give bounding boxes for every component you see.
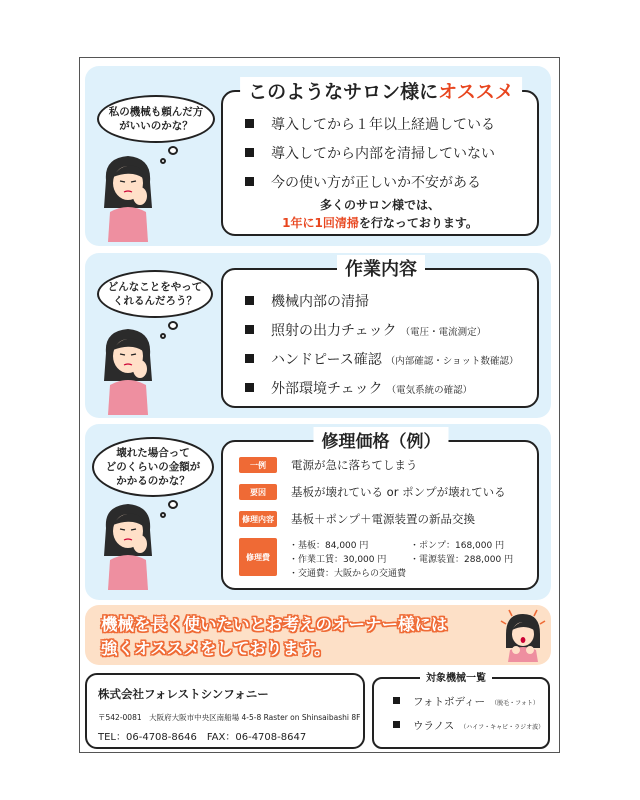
target-machines-title: 対象機械一覧 xyxy=(420,669,492,684)
list-item xyxy=(245,143,495,163)
list-item-note: （内部確認・ショット数確認） xyxy=(385,356,519,367)
recommend-note-rest: を行なっております。 xyxy=(358,216,478,230)
list-item xyxy=(245,291,373,311)
list-item xyxy=(245,114,495,134)
repair-cost-tag: 修理費 xyxy=(239,538,277,576)
thought-dot xyxy=(160,333,166,339)
list-item-text: 導入してから内部を清掃していない xyxy=(271,146,495,162)
price-title: 修理価格（例） xyxy=(314,427,449,452)
excited-woman-illustration xyxy=(500,608,546,662)
target-machines-box xyxy=(372,677,550,749)
thought-bubble-1: 私の機械も頼んだ方 がいいのかな？ xyxy=(97,95,215,143)
cta-banner xyxy=(85,605,551,665)
worried-woman-illustration xyxy=(100,323,156,415)
worried-woman-illustration xyxy=(100,150,156,242)
thought-dot xyxy=(160,512,166,518)
cost-item: ・ポンプ：168,000 円 xyxy=(410,541,505,551)
work-title: 作業内容 xyxy=(337,255,425,281)
cta-banner-text xyxy=(101,613,448,661)
list-item xyxy=(245,378,472,398)
cta-line1: 機械を長く使いたいとお考えのオーナー様には xyxy=(101,615,448,634)
recommend-note-line2 xyxy=(221,214,539,232)
list-item-text: 照射の出力チェック xyxy=(271,323,397,339)
bullet-square-icon xyxy=(245,119,254,128)
company-address: 〒542-0081 大阪府大阪市中央区南船場 4-5-8 Raster on Shinsaibashi 8F xyxy=(98,713,361,722)
recommend-title-accent: オススメ xyxy=(438,81,514,103)
thought-dot xyxy=(168,500,178,509)
bullet-square-icon xyxy=(245,325,254,334)
list-item xyxy=(245,172,481,192)
list-item-note: （電気系統の確認） xyxy=(386,385,473,396)
example-tag: 一例 xyxy=(239,457,277,473)
repair-content-text: 基板＋ポンプ＋電源装置の新品交換 xyxy=(291,512,475,526)
worried-woman-illustration xyxy=(100,498,156,590)
thought-bubble-3: 壊れた場合って どのくらいの金額が かかるのかな？ xyxy=(92,437,214,497)
repair-content-tag: 修理内容 xyxy=(239,511,277,527)
list-item-text: 導入してから１年以上経過している xyxy=(271,117,495,133)
company-contact: TEL：06-4708-8646 FAX：06-4708-8647 xyxy=(98,732,307,743)
thought-dot xyxy=(160,158,166,164)
list-item xyxy=(393,718,544,733)
cost-item: ・基板：84,000 円 xyxy=(289,541,369,551)
list-item xyxy=(245,320,486,340)
target-machine-name: ウラノス xyxy=(413,720,455,732)
list-item xyxy=(393,694,539,709)
thought-dot xyxy=(168,321,178,330)
cost-item: ・作業工賃：30,000 円 xyxy=(289,555,387,565)
bullet-square-icon xyxy=(393,721,400,728)
thought-dot xyxy=(168,146,178,155)
bullet-square-icon xyxy=(245,383,254,392)
list-item-text: ハンドピース確認 xyxy=(271,352,382,368)
list-item-text: 外部環境チェック xyxy=(271,381,383,397)
recommend-title xyxy=(240,77,522,104)
bullet-square-icon xyxy=(245,177,254,186)
list-item-note: （電圧・電流測定） xyxy=(400,327,487,338)
list-item xyxy=(245,349,519,369)
cta-line2: 強くオススメをしております。 xyxy=(101,639,331,658)
thought-bubble-2: どんなことをやって くれるんだろう？ xyxy=(97,270,213,318)
cost-item: ・交通費：大阪からの交通費 xyxy=(289,569,407,579)
company-name: 株式会社フォレストシンフォニー xyxy=(98,687,269,701)
recommend-note xyxy=(221,196,539,232)
cost-item: ・電源装置：288,000 円 xyxy=(410,555,514,565)
example-text: 電源が急に落ちてしまう xyxy=(291,458,418,472)
bullet-square-icon xyxy=(393,697,400,704)
recommend-note-accent: 1年に1回清掃 xyxy=(282,216,359,230)
bullet-square-icon xyxy=(245,296,254,305)
cause-text: 基板が壊れている or ポンプが壊れている xyxy=(291,485,506,499)
list-item-text: 今の使い方が正しいか不安がある xyxy=(271,175,481,191)
recommend-note-line1: 多くのサロン様では、 xyxy=(319,198,440,212)
target-machine-note: （脱毛・フォト） xyxy=(491,700,539,707)
target-machine-name: フォトボディー xyxy=(413,696,486,708)
target-machine-note: （ハイフ・キャビ・ラジオ波） xyxy=(460,724,545,731)
bullet-square-icon xyxy=(245,354,254,363)
recommend-title-main: このようなサロン様に xyxy=(248,81,439,103)
bullet-square-icon xyxy=(245,148,254,157)
cause-tag: 要因 xyxy=(239,484,277,500)
list-item-text: 機械内部の清掃 xyxy=(271,294,369,310)
